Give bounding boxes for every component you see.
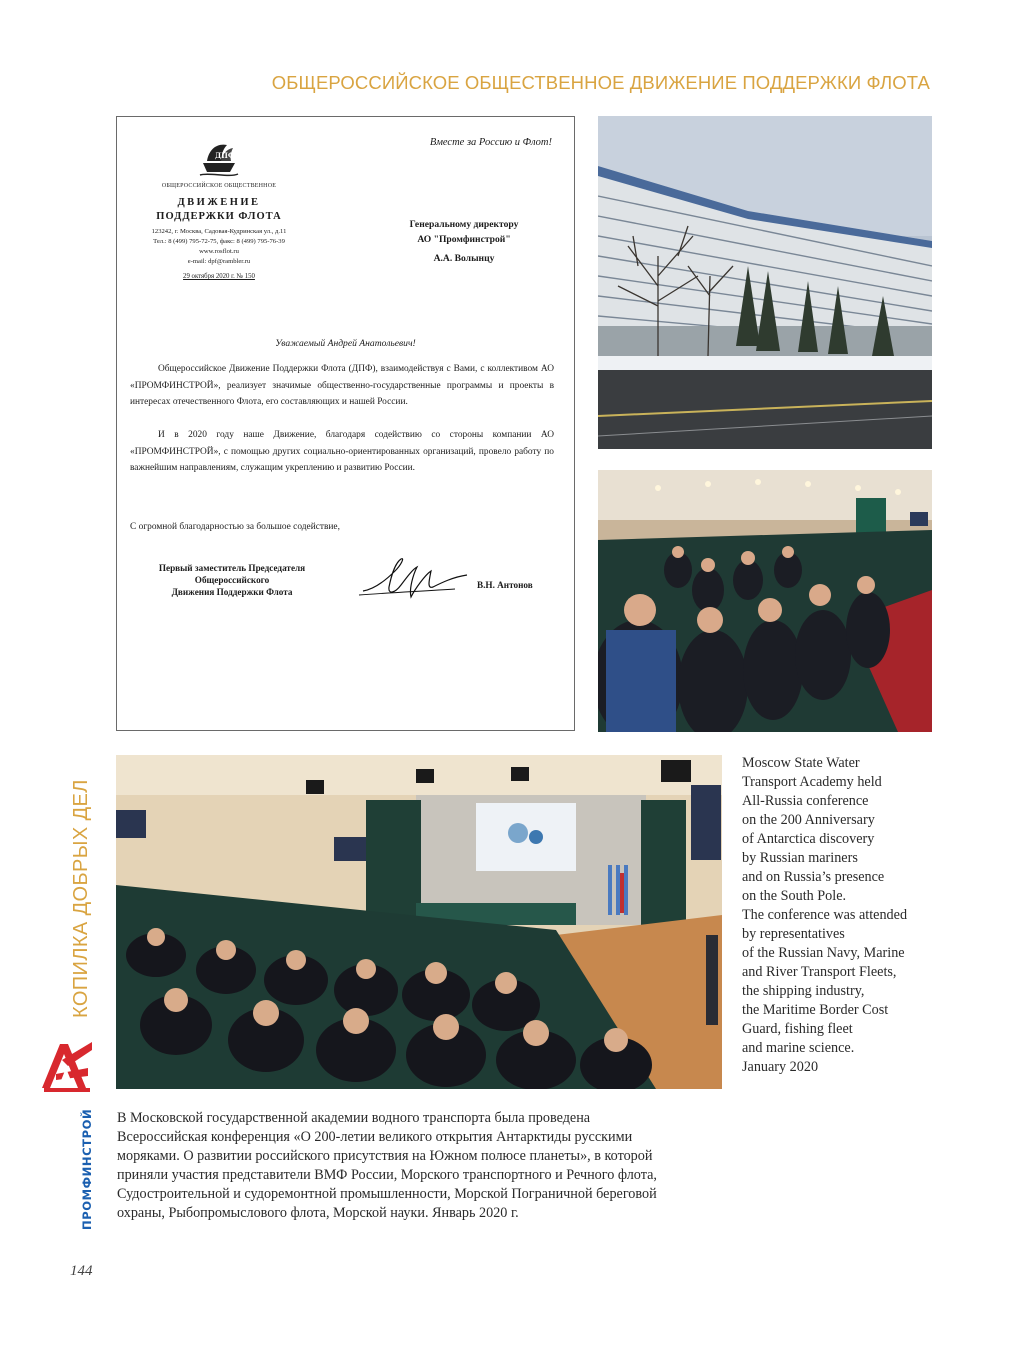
- contact-email: e-mail: dpf@rambler.ru: [187, 258, 251, 265]
- section-title-vertical: КОПИЛКА ДОБРЫХ ДЕЛ: [70, 779, 92, 1018]
- photo-academy-building: [598, 116, 932, 449]
- caption-en-line: and River Transport Fleets,: [742, 964, 897, 980]
- caption-ru-line: Всероссийская конференция «О 200-летии великого открытия Антарктиды русскими: [117, 1129, 633, 1145]
- caption-en-line: the Maritime Border Cost: [742, 1002, 889, 1018]
- ship-emblem-icon: [197, 139, 241, 179]
- letter-signer-name: В.Н. Антонов: [477, 580, 533, 590]
- letter-scan: [116, 116, 575, 731]
- caption-russian: [117, 1109, 737, 1223]
- addressee-company: АО "Промфинстрой": [417, 234, 511, 245]
- caption-ru-line: Судостроительной и судоремонтной промышленности, Морской Пограничной береговой: [117, 1186, 657, 1202]
- caption-en-line: and marine science.: [742, 1040, 855, 1056]
- caption-en-line: by Russian mariners: [742, 850, 858, 866]
- caption-en-line: on the South Pole.: [742, 888, 847, 904]
- caption-en-line: and on Russia’s presence: [742, 869, 885, 885]
- letterhead-line2: ДВИЖЕНИЕ: [177, 197, 261, 208]
- signer-title-line2: Общероссийского: [194, 575, 270, 585]
- letter-paragraph-1: Общероссийское Движение Поддержки Флота (ДПФ), взаимодействуя с Вами, с коллективом АО «ПРОМФИНСТРОЙ», реализует значимые общественно-государственные программы и проекты в интересах отечественного Флота, его составляющих и нашей России.: [130, 364, 554, 407]
- letterhead-contacts: [131, 227, 307, 267]
- page-header-title: ОБЩЕРОССИЙСКОЕ ОБЩЕСТВЕННОЕ ДВИЖЕНИЕ ПОДДЕРЖКИ ФЛОТА: [271, 72, 930, 93]
- contact-phone: Тел.: 8 (499) 795-72-75, факс: 8 (499) 795-76-39: [153, 238, 285, 245]
- letter-date-ref: 29 октября 2020 г. № 150: [183, 273, 255, 280]
- letter-thanks: С огромной благодарностью за большое содействие,: [130, 522, 340, 532]
- letter-motto: Вместе за Россию и Флот!: [429, 137, 552, 148]
- letter-greeting: Уважаемый Андрей Анатольевич!: [275, 338, 416, 349]
- caption-en-line: Moscow State Water: [742, 755, 860, 771]
- caption-en-line: Guard, fishing fleet: [742, 1021, 853, 1037]
- contact-website: www.rosflot.ru: [199, 248, 239, 255]
- letterhead-line3: ПОДДЕРЖКИ ФЛОТА: [156, 211, 282, 222]
- caption-ru-line: моряками. О развитии российского присутствия на Южном полюсе планеты», в которой: [117, 1148, 653, 1164]
- caption-en-line: the shipping industry,: [742, 983, 865, 999]
- caption-en-line: of the Russian Navy, Marine: [742, 945, 905, 961]
- caption-en-line: of Antarctica discovery: [742, 831, 875, 847]
- caption-en-line: on the 200 Anniversary: [742, 812, 875, 828]
- caption-en-line: January 2020: [742, 1059, 819, 1075]
- brand-name-vertical: ПРОМФИНСТРОЙ: [80, 1108, 94, 1230]
- caption-ru-line: охраны, Рыбопромыслового флота, Морской науки. Январь 2020 г.: [117, 1205, 519, 1221]
- caption-en-line: by representatives: [742, 926, 845, 942]
- addressee-position: Генеральному директору: [409, 219, 519, 230]
- letter-addressee: [399, 217, 529, 266]
- letterhead-line1: ОБЩЕРОССИЙСКОЕ ОБЩЕСТВЕННОЕ: [161, 183, 277, 189]
- page-number: 144: [70, 1263, 93, 1279]
- signer-title-line3: Движения Поддержки Флота: [171, 587, 293, 597]
- caption-english: [742, 754, 942, 1077]
- contact-address: 123242, г. Москва, Садовая-Кудринская ул., д.11: [151, 228, 287, 235]
- letter-paragraph-2: И в 2020 году наше Движение, благодаря содействию со стороны компании АО «ПРОМФИНСТРОЙ», с помощью других социально-ориентированных организаций, провело работу по важнейшим направлениям, служащим укреплению и развитию России.: [130, 430, 554, 473]
- addressee-name: А.А. Волынцу: [433, 253, 495, 264]
- signer-title-line1: Первый заместитель Председателя: [158, 563, 306, 573]
- photo-audience-closeup: [598, 470, 932, 732]
- caption-en-line: Transport Academy held: [742, 774, 882, 790]
- caption-en-line: All-Russia conference: [742, 793, 869, 809]
- caption-en-line: The conference was attended: [742, 907, 908, 923]
- letter-letterhead: [131, 139, 307, 280]
- caption-ru-line: приняли участия представители ВМФ России, Морского транспортного и Речного флота,: [117, 1167, 657, 1183]
- svg-text:ДПФ: ДПФ: [215, 151, 235, 160]
- letter-signer-title: [149, 562, 315, 598]
- caption-ru-line: В Московской государственной академии водного транспорта была проведена: [117, 1110, 591, 1126]
- photo-conference-hall: [116, 755, 722, 1089]
- handwritten-signature: [355, 549, 475, 607]
- promfinstroy-logo-icon: [38, 1038, 96, 1094]
